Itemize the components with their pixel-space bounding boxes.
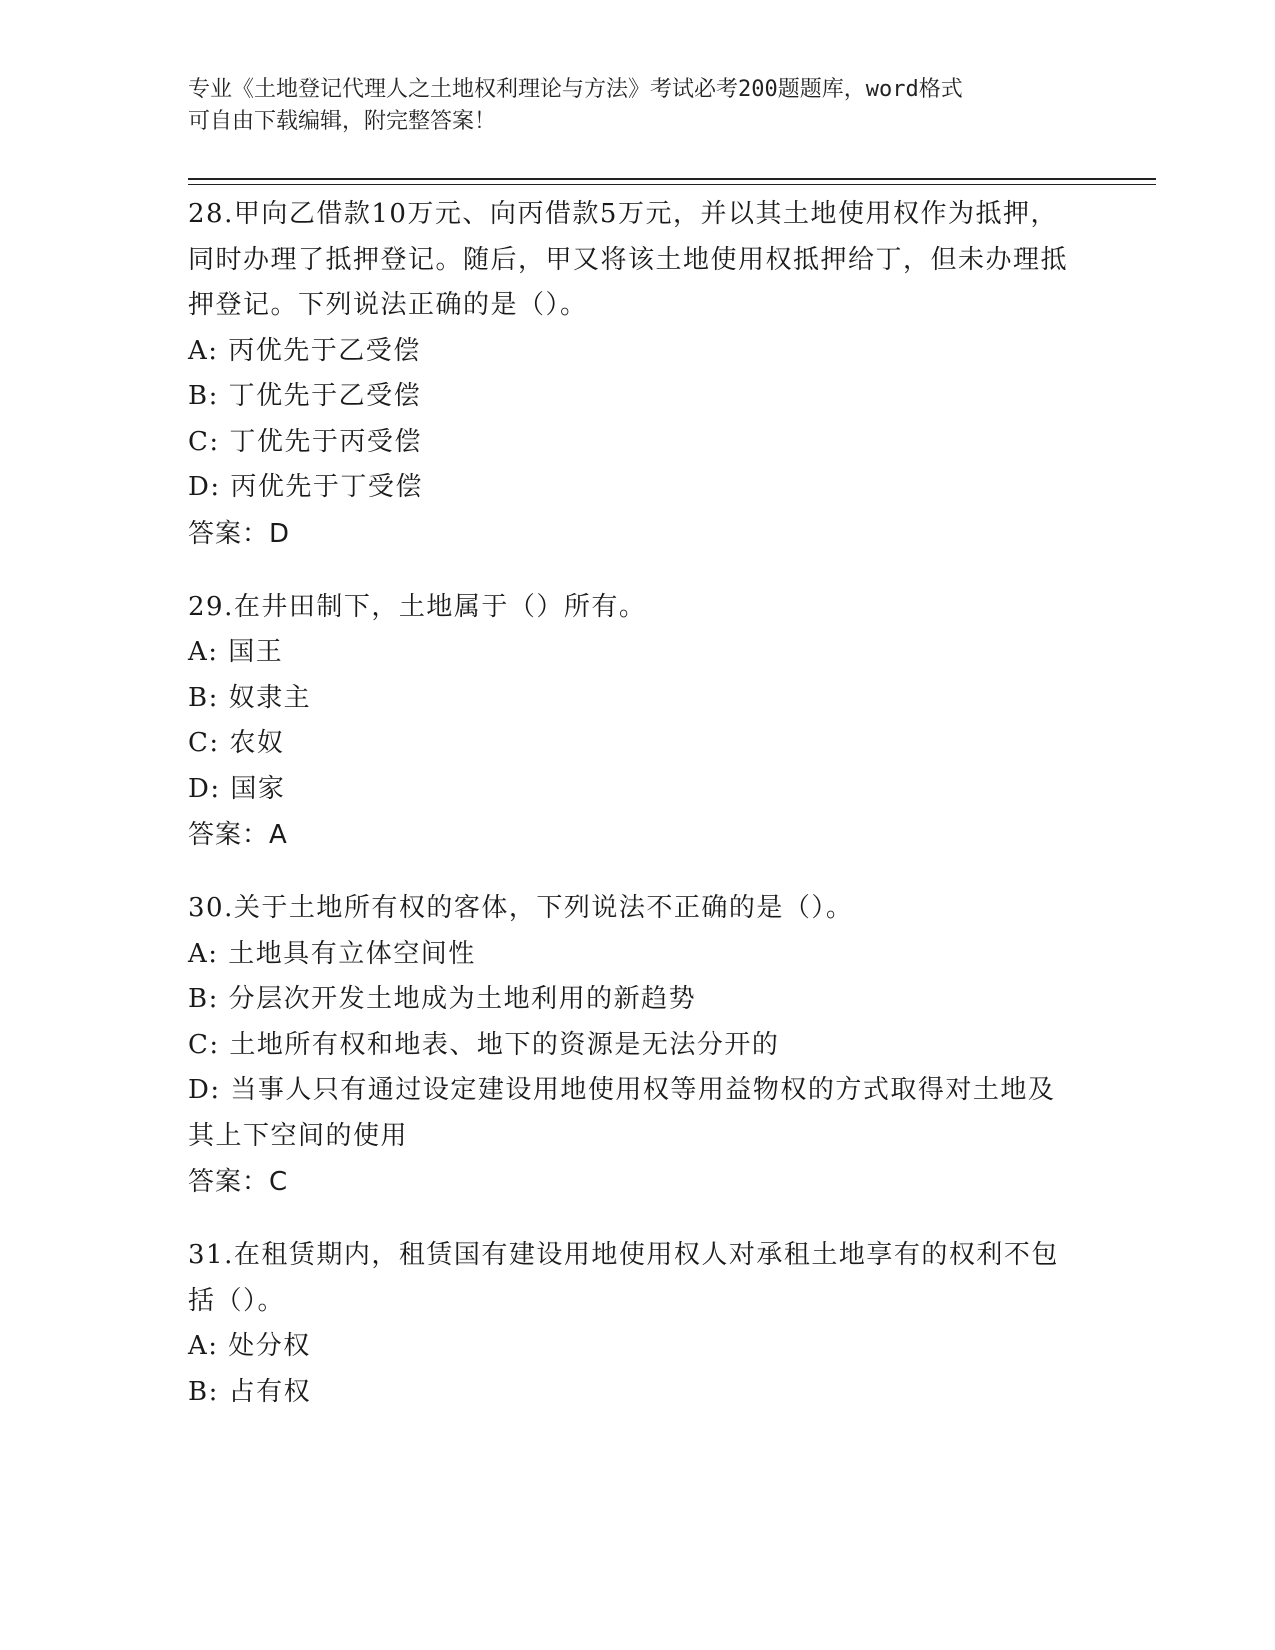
header-line-1: 专业《土地登记代理人之土地权利理论与方法》考试必考200题题库，word格式 xyxy=(188,77,963,102)
question-text: 29.在井田制下，土地属于（）所有。 xyxy=(188,591,647,622)
option-a: A: 国王 xyxy=(188,637,284,667)
question-text: 31.在租赁期内，租赁国有建设用地使用权人对承租土地享有的权利不包括（）。 xyxy=(188,1240,1059,1316)
question-list xyxy=(188,192,1078,1443)
question-29 xyxy=(188,585,1078,859)
answer-line: 答案：D xyxy=(188,518,291,549)
question-30 xyxy=(188,886,1078,1205)
answer-line: 答案：C xyxy=(188,1167,289,1197)
option-a: A: 丙优先于乙受偿 xyxy=(188,335,421,366)
answer-line: 答案：A xyxy=(188,820,288,850)
option-d: D: 当事人只有通过设定建设用地使用权等用益物权的方式取得对土地及其上下空间的使用 xyxy=(188,1075,1056,1151)
option-b: B: 丁优先于乙受偿 xyxy=(188,381,422,411)
header-line-2: 可自由下载编辑，附完整答案！ xyxy=(188,109,497,134)
option-c: C: 丁优先于丙受偿 xyxy=(188,426,422,457)
question-text: 28.甲向乙借款10万元、向丙借款5万元，并以其土地使用权作为抵押，同时办理了抵押登记。随后，甲又将该土地使用权抵押给丁，但未办理抵押登记。下列说法正确的是（）。 xyxy=(188,199,1069,320)
option-c: C: 农奴 xyxy=(188,728,285,758)
option-d: D: 国家 xyxy=(188,773,286,804)
option-d: D: 丙优先于丁受偿 xyxy=(188,472,423,502)
header-divider-thick xyxy=(188,178,1156,180)
question-text: 30.关于土地所有权的客体，下列说法不正确的是（）。 xyxy=(188,893,854,923)
option-b: B: 占有权 xyxy=(188,1376,312,1407)
option-a: A: 处分权 xyxy=(188,1331,311,1361)
option-b: B: 分层次开发土地成为土地利用的新趋势 xyxy=(188,984,697,1014)
header-divider-thin xyxy=(188,184,1156,185)
option-c: C: 土地所有权和地表、地下的资源是无法分开的 xyxy=(188,1029,780,1060)
option-a: A: 土地具有立体空间性 xyxy=(188,938,476,969)
document-header xyxy=(188,74,1088,138)
question-28 xyxy=(188,192,1078,557)
option-b: B: 奴隶主 xyxy=(188,682,312,713)
question-31 xyxy=(188,1233,1078,1415)
